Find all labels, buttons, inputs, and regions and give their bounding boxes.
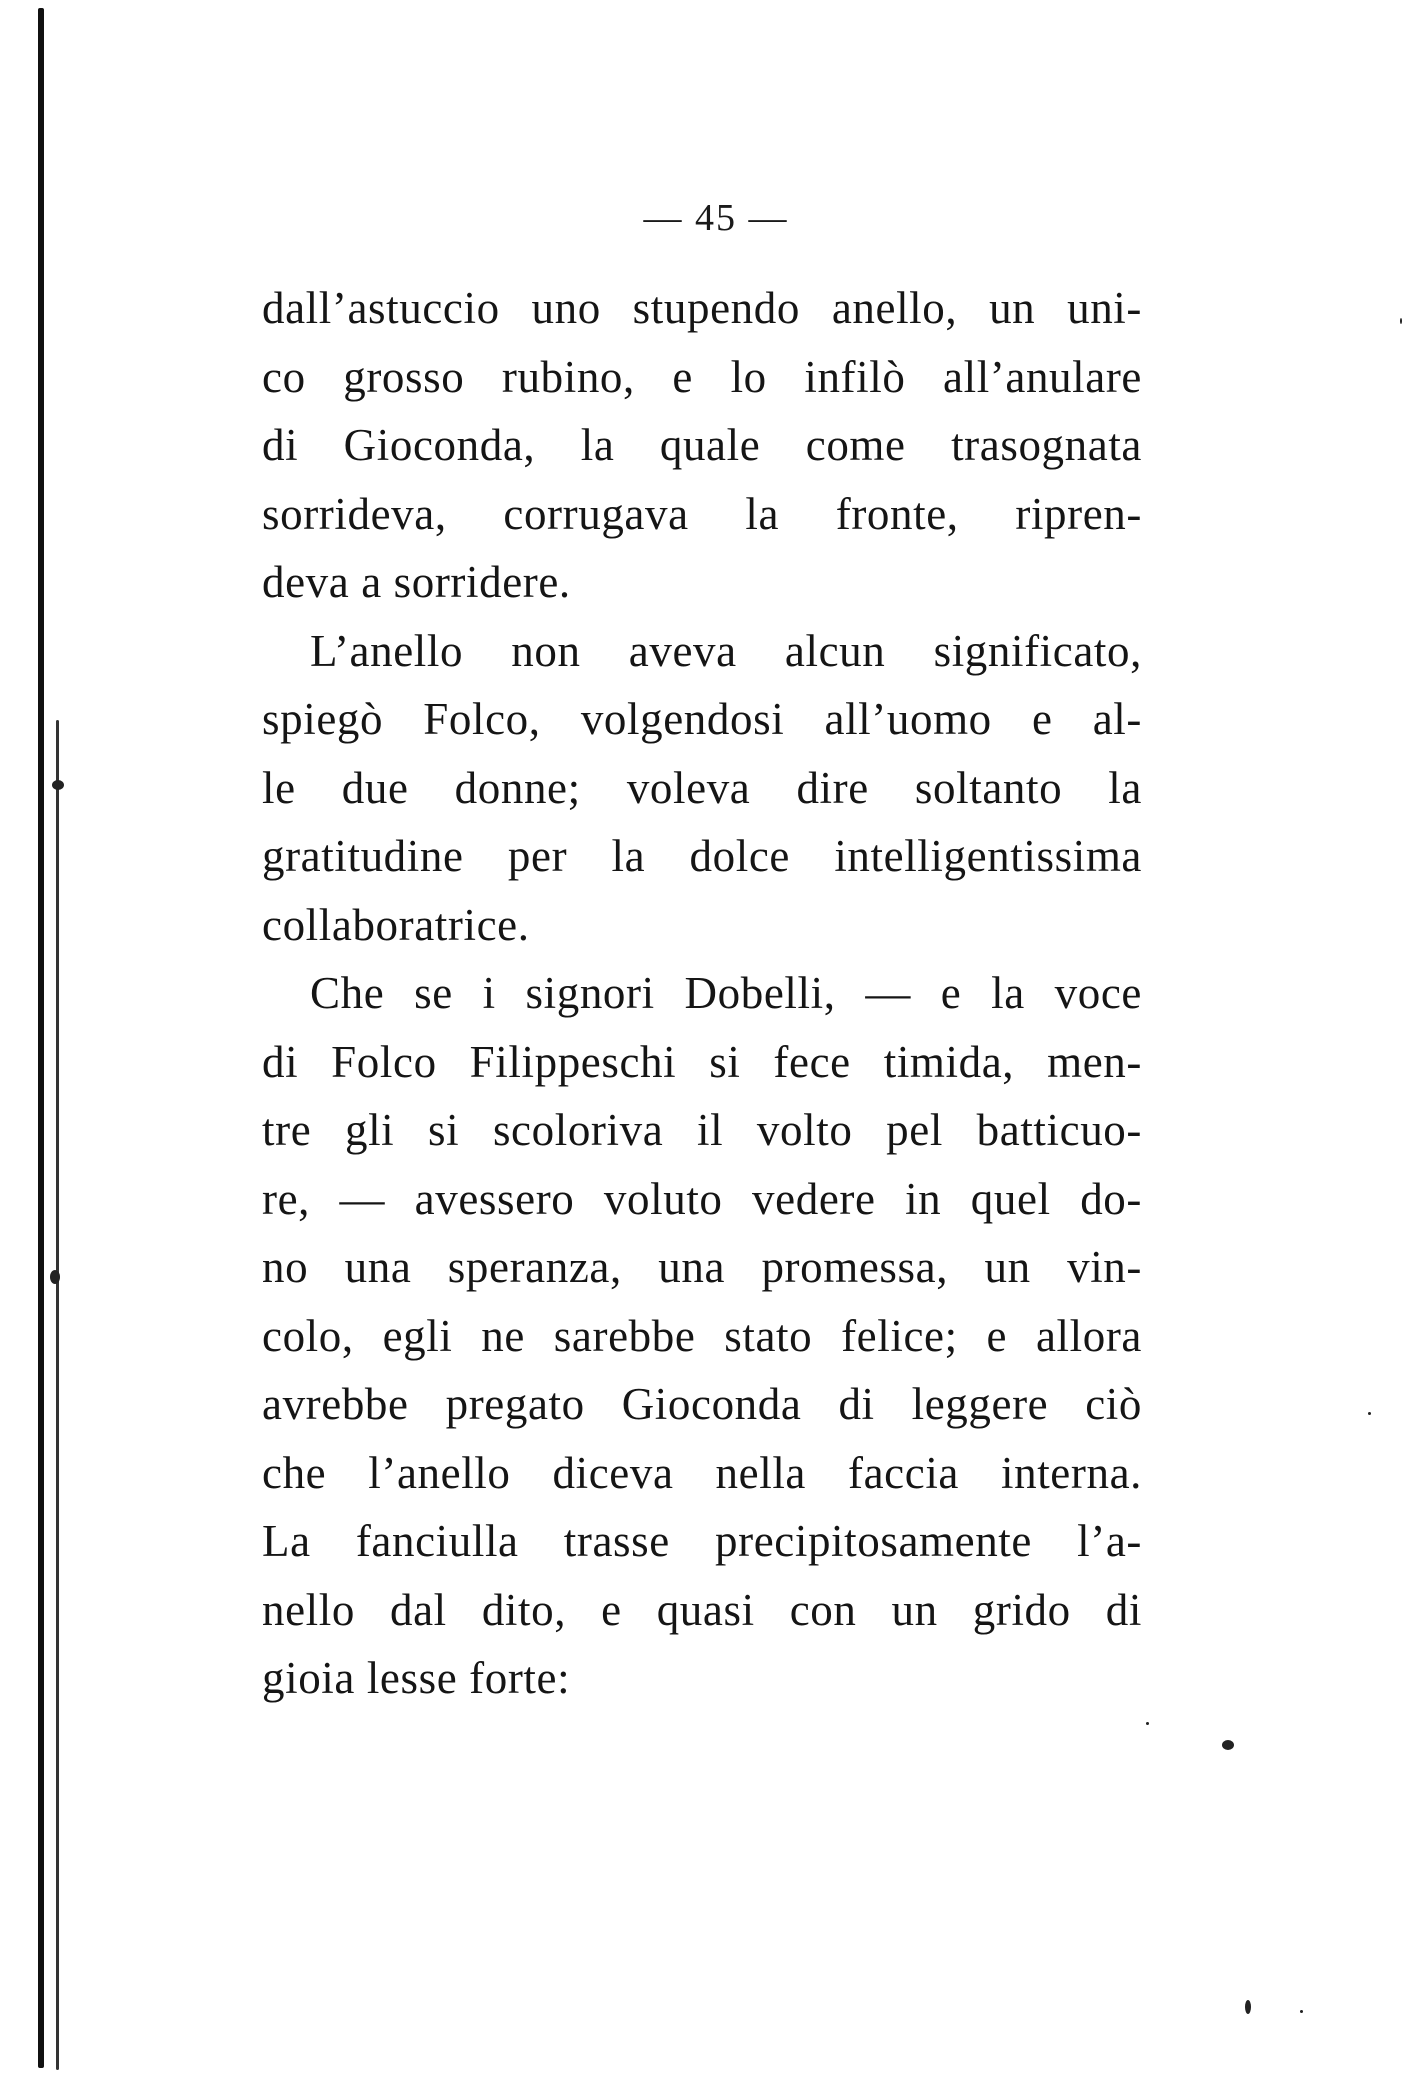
- text-line: nello dal dito, e quasi con un grido di: [262, 1584, 1142, 1635]
- scan-speck: [1368, 1412, 1371, 1415]
- scan-speck: [1146, 1722, 1149, 1725]
- text-line: co grosso rubino, e lo infilò all’anulare: [262, 351, 1142, 402]
- scan-speck: [52, 780, 64, 790]
- text-line: le due donne; voleva dire soltanto la: [262, 762, 1142, 813]
- text-line: dall’astuccio uno stupendo anello, un uni-: [262, 283, 1142, 333]
- text-line: colo, egli ne sarebbe stato felice; e allora: [262, 1310, 1142, 1361]
- body-text: [262, 274, 1142, 1713]
- page-binding-edge: [38, 8, 44, 2068]
- text-line: deva a sorridere.: [262, 557, 571, 607]
- scan-speck: [1400, 318, 1402, 324]
- paragraph: [262, 959, 1142, 1713]
- text-line: gratitudine per la dolce intelligentissima: [262, 831, 1142, 881]
- scan-speck: [1245, 2000, 1251, 2014]
- text-line: La fanciulla trasse precipitosamente l’a-: [262, 1516, 1142, 1566]
- page-number: — 45 —: [643, 197, 789, 239]
- text-line: Che se i signori Dobelli, — e la voce: [310, 968, 1142, 1018]
- text-line: spiegò Folco, volgendosi all’uomo e al-: [262, 694, 1142, 744]
- text-line: avrebbe pregato Gioconda di leggere ciò: [262, 1379, 1142, 1429]
- scan-speck: [1222, 1740, 1234, 1750]
- text-line: che l’anello diceva nella faccia interna.: [262, 1447, 1142, 1498]
- text-line: re, — avessero voluto vedere in quel do-: [262, 1173, 1142, 1224]
- paragraph: [262, 617, 1142, 960]
- paragraph: [262, 274, 1142, 617]
- text-line: tre gli si scoloriva il volto pel batticuo-: [262, 1105, 1142, 1155]
- scan-speck: [50, 1270, 60, 1284]
- text-line: gioia lesse forte:: [262, 1653, 571, 1703]
- text-line: di Gioconda, la quale come trasognata: [262, 420, 1142, 470]
- scan-speck: [1300, 2010, 1303, 2013]
- text-line: no una speranza, una promessa, un vin-: [262, 1242, 1142, 1292]
- text-line: sorrideva, corrugava la fronte, ripren-: [262, 488, 1142, 539]
- text-line: L’anello non aveva alcun significato,: [310, 625, 1142, 676]
- text-line: di Folco Filippeschi si fece timida, men-: [262, 1036, 1142, 1087]
- text-line: collaboratrice.: [262, 899, 530, 950]
- page-binding-shadow: [56, 720, 59, 2070]
